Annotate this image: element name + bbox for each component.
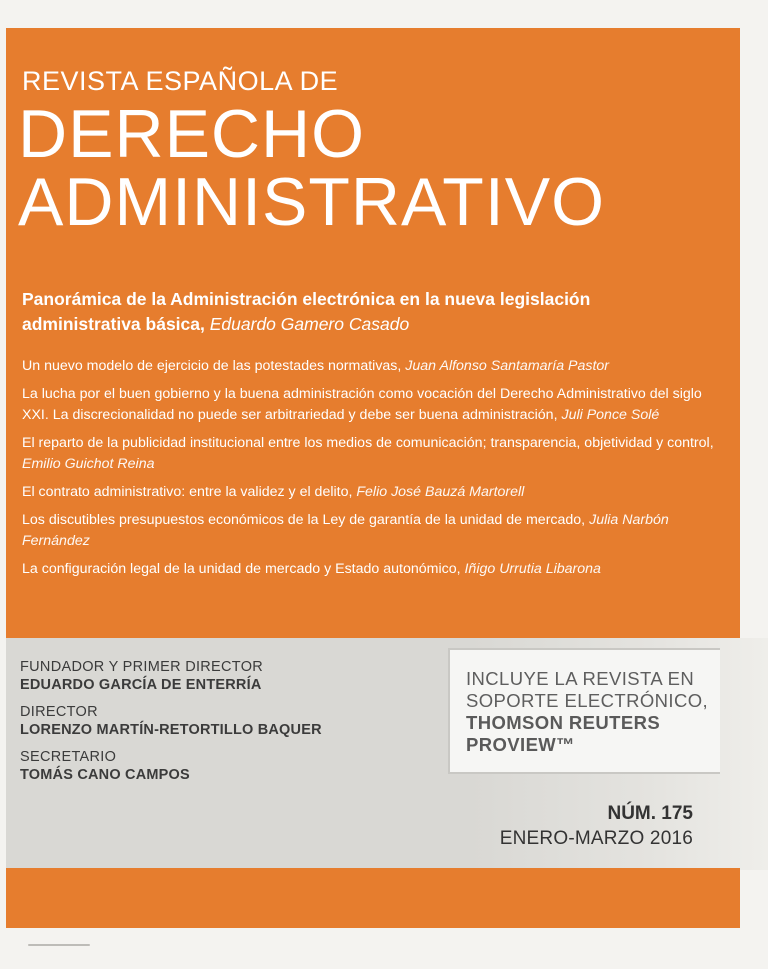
article-item xyxy=(22,510,722,552)
lead-article xyxy=(22,287,712,337)
article-title: La lucha por el buen gobierno y la buena administración como vocación del Derecho Administrativo del siglo XXI. La discrecionalidad no puede ser arbitrariedad y debe ser buena administración, xyxy=(22,386,702,423)
article-title: El contrato administrativo: entre la validez y el delito, xyxy=(22,484,353,500)
promo-line4: PROVIEW™ xyxy=(466,734,576,755)
article-title: El reparto de la publicidad institucional entre los medios de comunicación; transparencia, objetividad y control, xyxy=(22,435,714,451)
lead-article-author: Eduardo Gamero Casado xyxy=(209,314,410,334)
promo-text xyxy=(466,668,708,756)
promo-line3: THOMSON REUTERS xyxy=(466,712,661,733)
lead-article-title: Panorámica de la Administración electrónica en la nueva legislación administrativa básica, xyxy=(22,289,591,334)
issue-info xyxy=(500,802,693,852)
promo-line1: INCLUYE LA REVISTA EN xyxy=(466,668,695,689)
secretary-name: TOMÁS CANO CAMPOS xyxy=(20,767,190,783)
article-item xyxy=(22,384,722,426)
article-title: Los discutibles presupuestos económicos de la Ley de garantía de la unidad de mercado, xyxy=(22,512,586,528)
founder-role: FUNDADOR Y PRIMER DIRECTOR xyxy=(20,659,264,675)
article-item xyxy=(22,559,722,580)
article-title: La configuración legal de la unidad de mercado y Estado autonómico, xyxy=(22,561,461,577)
secretary-role: SECRETARIO xyxy=(20,749,117,765)
article-title: Un nuevo modelo de ejercicio de las potestades normativas, xyxy=(22,358,402,374)
issue-number: NÚM. 175 xyxy=(607,803,693,824)
journal-subtitle: REVISTA ESPAÑOLA DE xyxy=(22,66,339,96)
proview-promo-box xyxy=(448,648,720,774)
article-author: Juli Ponce Solé xyxy=(561,407,660,423)
editorial-staff xyxy=(20,658,440,793)
article-author: Emilio Guichot Reina xyxy=(22,456,155,472)
article-list xyxy=(22,356,722,587)
article-item xyxy=(22,482,722,503)
director-role: DIRECTOR xyxy=(20,704,98,720)
paper-scuff-mark xyxy=(28,944,90,946)
founder-name: EDUARDO GARCÍA DE ENTERRÍA xyxy=(20,677,262,693)
journal-title-line2: ADMINISTRATIVO xyxy=(18,164,605,240)
issue-period: ENERO-MARZO 2016 xyxy=(499,828,693,849)
cover-orange-footer xyxy=(6,868,740,928)
promo-line2: SOPORTE ELECTRÓNICO, xyxy=(466,690,709,711)
article-item xyxy=(22,433,722,475)
article-author: Felio José Bauzá Martorell xyxy=(356,484,525,500)
article-author: Juan Alfonso Santamaría Pastor xyxy=(405,358,610,374)
journal-title-line1: DERECHO xyxy=(18,96,366,172)
article-item xyxy=(22,356,722,377)
article-author: Julia Narbón Fernández xyxy=(22,512,669,549)
director-name: LORENZO MARTÍN-RETORTILLO BAQUER xyxy=(20,722,322,738)
article-author: Iñigo Urrutia Libarona xyxy=(464,561,601,577)
